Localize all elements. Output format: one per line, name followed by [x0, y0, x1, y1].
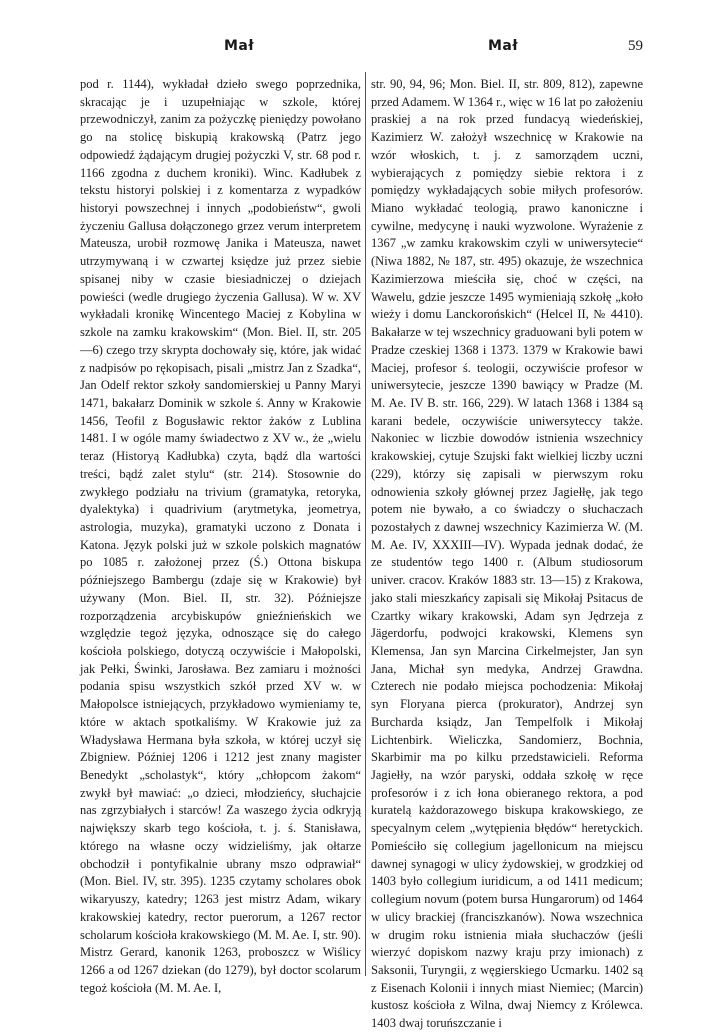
left-headword: Mał: [224, 38, 255, 54]
left-column-text: pod r. 1144), wykładał dzieło swego poprzednika, skracając je i uzupełniając w szkole, której przewodniczył, zanim za pożyczkę pieniędzy powołano go na stolicę biskupią krakowską (Patrz jego odpowiedź żądającym drugiej pożyczki V, str. 68 pod r. 1166 zgodna z duchem kroniki). Winc. Kadłubek z tekstu historyi polskiej i z komentarza z wypadków historyi powszechnej i innych „podobieństw“, gwoli życzeniu Gallusa dołączonego grzez verum interpretem Mateusza, urobił rozmowę Janika i Mateusza, nawet utrzymywaną i w czwartej księdze już przez siebie spisanej niby w czasie biesiadniczej o dziejach powieści (wedle drugiego życzenia Gallusa). W w. XV wykładali kronikę Wincentego Maciej z Kobylina w szkole na zamku krakowskim“ (Mon. Biel. II, str. 205—6) czego trzy skrypta dochowały się, które, jak widać z nadpisów po rękopisach, pisali „mistrz Jan z Szadka“, Jan Odelf rektor szkoły sandomierskiej u Panny Maryi 1471, bakałarz Dominik w szkole ś. Anny w Krakowie 1456, Teofil z Bogusławic rektor żaków z Lublina 1481. I w ogóle mamy świadectwo z XV w., że „wielu teraz (Historyą Kadłubka) czyta, bądź dla wartości treści, bądź zalet stylu“ (str. 214). Stosownie do zwykłego podziału na trivium (gramatyka, retoryka, dyalektyka) i quadrivium (arytmetyka, jeometrya, astrologia, muzyka), gramatyki uczono z Donata i Katona. Język polski już w szkole polskich magnatów po 1085 r. założonej przez (Ś.) Ottona biskupa późniejszego Bambergu (zdaje się w Krakowie) był używany (Mon. Biel. II, str. 32). Późniejsze rozporządzenia arcybiskupów gnieźnieńskich we względzie tegoż języka, odnoszące się do całego kościoła polskiego, dotyczą oczywiście i Małopolski, jak Pełki, Świnki, Jarosława. Bez zamiaru i możności podania spisu wszystkich szkół przed XV w. w Małopolsce istniejących, przykładowo wymieniamy te, które w aktach spotkaliśmy. W Krakowie już za Władysława Hermana była szkoła, w której uczył się Zbigniew. Później 1206 i 1212 jest znany magister Benedykt „scholastyk“, który „chłopcom żakom“ zwykł był mawiać: „o dzieci, młodzieńcy, słuchajcie nas zgrzybiałych i starców! Za waszego życia odkryją największy skarb tego kościoła, t. j. ś. Stanisława, którego na własne oczy widzieliśmy, jak ołtarze obchodził i pontyfikalnie ubrany mszo odprawiał“ (Mon. Biel. IV, str. 395). 1235 czytamy scholares obok wikaryuszy, katedry; 1263 jest mistrz Adam, wikary krakowskiej katedry, rector puerorum, a 1267 rector scholarum kościoła krakowskiego (M. M. Ae. I, str. 90). Mistrz Gerard, kanonik 1263, proboszcz w Wiślicy 1266 a od 1267 dziekan (do 1279), był doctor scolarum tegoż kościoła (M. M. Ae. I,: [80, 77, 361, 995]
running-header: [0, 38, 720, 58]
right-column: [371, 76, 643, 1033]
page-number: 59: [628, 38, 643, 54]
right-column-text: str. 90, 94, 96; Mon. Biel. II, str. 809, 812), zapewne przed Adamem. W 1364 r., więc w 16 lat po założeniu praskiej a na rok przed fundacyą wiedeńskiej, Kazimierz W. założył wszechnicę w Krakowie na wzór włoskich, t. j. z samorządem uczni, wybierających z pomiędzy siebie rektora i z pomiędzy wykładających sobie miłych profesorów. Miano wykładać teologią, prawo kanoniczne i cywilne, medycynę i nauki wyzwolone. Wyrażenie z 1367 „w zamku krakowskim czyli w uniwersytecie“ (Niwa 1882, № 187, str. 495) okazuje, że wszechnica Kazimierzowa mieściła się, choć w części, na Wawelu, gdzie jeszcze 1495 wymieniają szkołę „koło wieży i domu Lanckorońskich“ (Helcel II, № 4410). Bakałarze w tej wszechnicy graduowani byli potem w Pradze czeskiej 1368 i 1373. 1379 w Krakowie bawi Maciej, profesor ś. teologii, oczywiście profesor w uniwersytecie, jeszcze 1390 bawiący w Pradze (M. M. Ae. IV B. str. 166, 229). W latach 1368 i 1384 są karani bedele, oczywiście uniwersyteccy także. Nakoniec w liczbie dowodów istnienia wszechnicy krakowskiej, cytuje Szujski fakt wielkiej liczby uczni (229), którzy się zapisali w pierwszym roku odnowienia szkoły głównej przez Jagiełłę, jak tego potem nie bywało, a co świadczy o słuchaczach pozostałych z dawnej wszechnicy Kazimierza W. (M. M. Ae. IV, XXXIII—IV). Wypada jednak dodać, że ze studentów tego 1400 r. (Album studiosorum univer. cracov. Kraków 1883 str. 13—15) z Krakowa, jako stali mieszkańcy zapisali się Mikołaj Psitacus de Czartky wikary krakowski, Adam syn Jędrzeja z Jägerdorfu, podwojci krakowski, Klemens syn Klemensa, Jan syn Marcina Cirkelmejster, Jan syn Jana, Michał syn medyka, Andrzej Grawdna. Czterech nie podało miejsca pochodzenia: Mikołaj syn Floryana pierca (prokurator), Andrzej syn Burcharda ksiądz, Jan Tempelfolk i Mikołaj Lichtenbirk. Wieliczka, Sandomierz, Bochnia, Skarbimir ma po kilku przedstawicieli. Reforma Jagiełły, na wzór paryski, oddała szkołę w ręce profesorów i z ich łona obieranego rektora, a pod kuratelą każdorazowego biskupa krakowskiego, ze specyalnym celem „wytępienia błędów“ heretyckich. Pomieściło się collegium jagellonicum na miejscu dawnej synagogi w ulicy żydowskiej, w grodzkiej od 1403 było collegium iuridicum, a od 1411 medicum; collegium novum (potem bursa Hungarorum) od 1464 w ulicy brackiej (franciszkanów). Nowa wszechnica w drugim roku istnienia miała słuchaczów (jeśli wierzyć dopiskom nazwy kraju przy imionach) z Saksonii, Turyngii, z węgierskiego Ucmarku. 1402 są z Eisenach Kolonii i innych miast Niemiec; (Marcin) kustosz kościoła z Wilna, dwaj Niemcy z Królewca. 1403 dwaj toruńszczanie i: [371, 77, 643, 1031]
left-column: [80, 76, 361, 997]
column-divider: [365, 72, 366, 976]
right-headword: Mał: [488, 38, 519, 54]
